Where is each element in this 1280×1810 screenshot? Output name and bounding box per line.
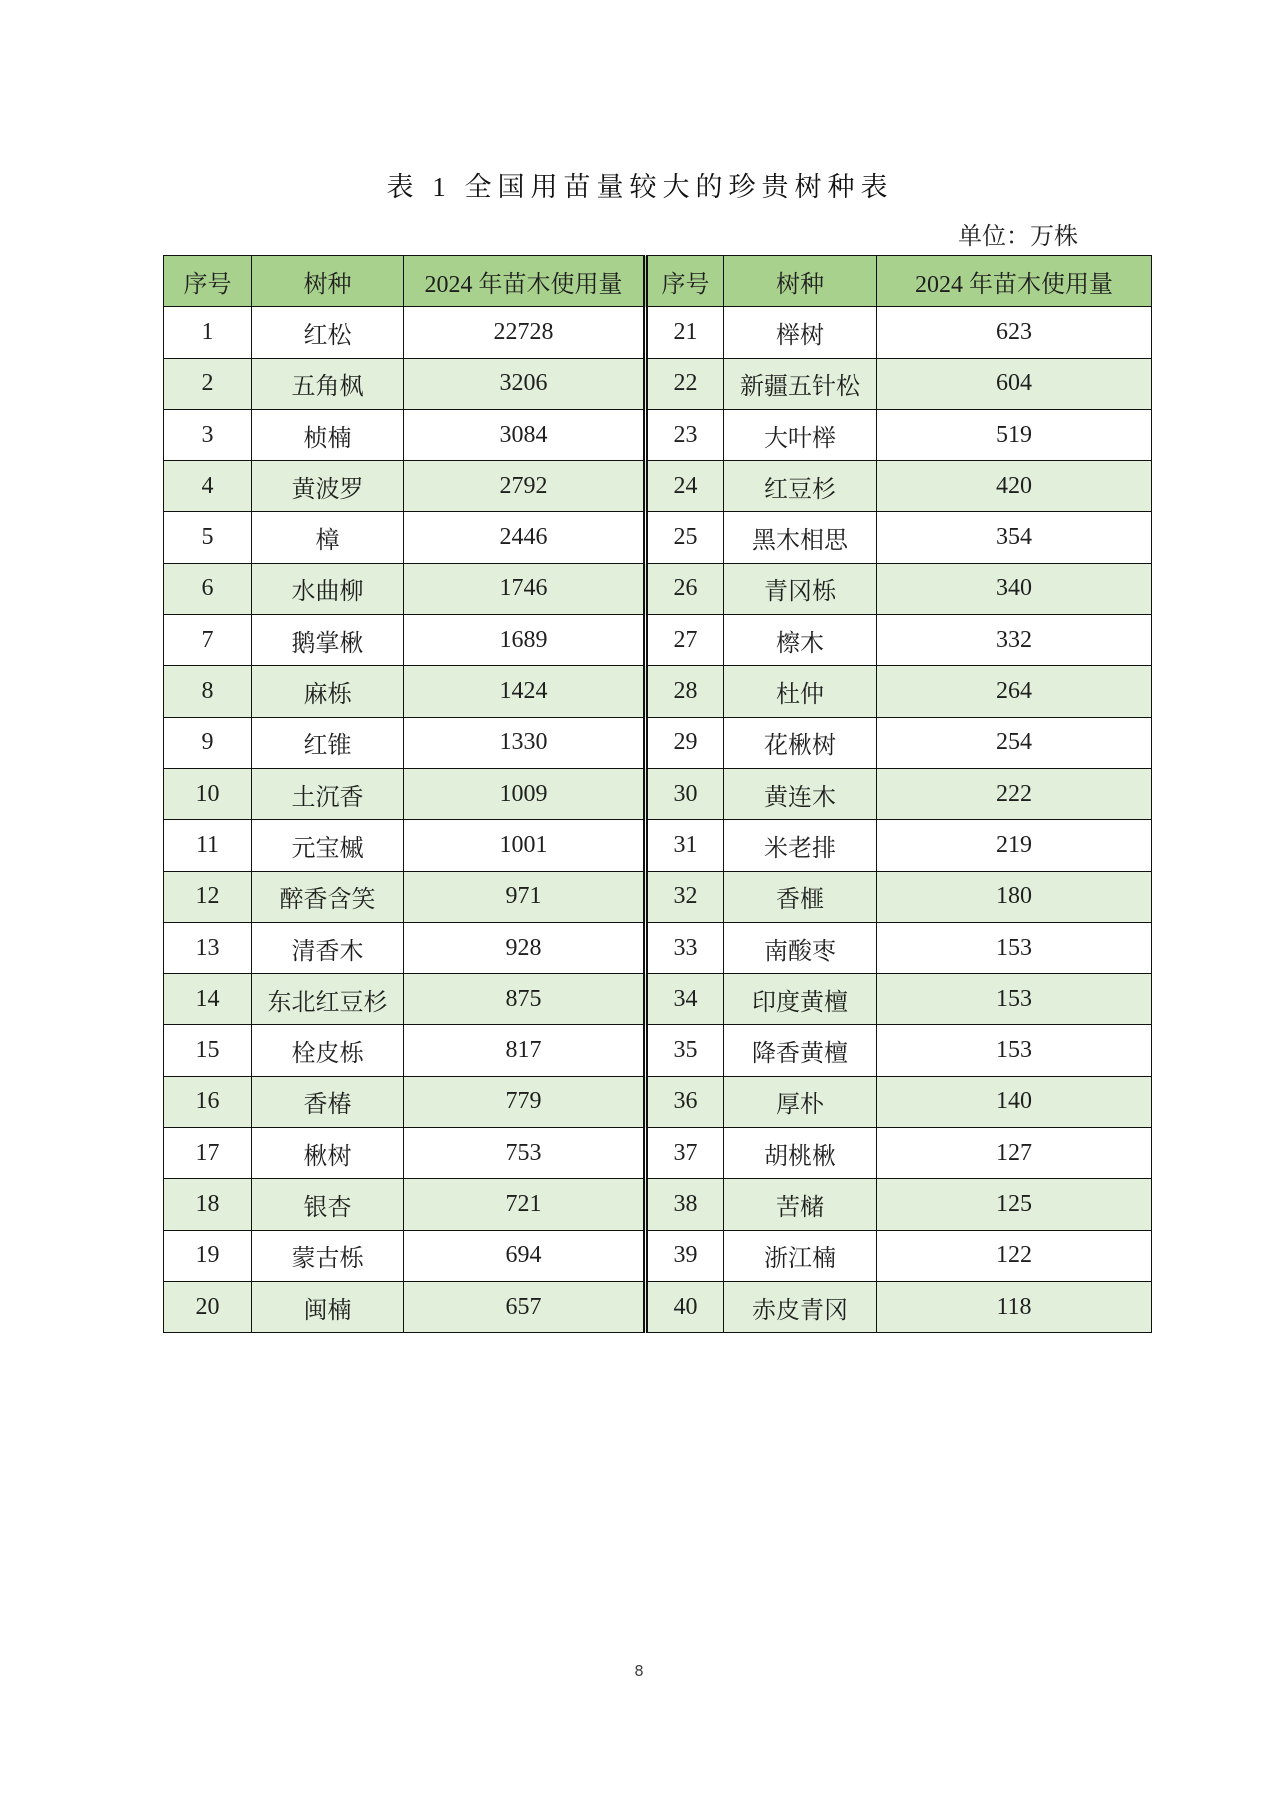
row-number: 17 [164,1128,252,1179]
seedling-quantity: 1330 [404,717,646,768]
table-row [164,717,1152,768]
row-number: 16 [164,1076,252,1127]
row-number: 30 [646,768,724,819]
species-name: 南酸枣 [724,922,877,973]
seedling-quantity: 2446 [404,512,646,563]
seedling-quantity: 180 [877,871,1152,922]
seedling-quantity: 125 [877,1179,1152,1230]
seedling-quantity: 1689 [404,615,646,666]
seedling-quantity: 264 [877,666,1152,717]
species-name: 米老排 [724,820,877,871]
seedling-quantity: 817 [404,1025,646,1076]
table-row [164,1076,1152,1127]
species-name: 栓皮栎 [252,1025,404,1076]
species-name: 樟 [252,512,404,563]
table-row [164,1281,1152,1332]
species-name: 楸树 [252,1128,404,1179]
row-number: 9 [164,717,252,768]
row-number: 28 [646,666,724,717]
species-name: 黑木相思 [724,512,877,563]
row-number: 39 [646,1230,724,1281]
species-name: 黄波罗 [252,461,404,512]
seedling-quantity: 971 [404,871,646,922]
unit-label: 单位：万株 [958,224,1078,250]
table-row [164,615,1152,666]
table-row [164,820,1152,871]
row-number: 11 [164,820,252,871]
seedling-quantity: 657 [404,1281,646,1332]
seedling-quantity: 928 [404,922,646,973]
row-number: 14 [164,974,252,1025]
row-number: 20 [164,1281,252,1332]
row-number: 15 [164,1025,252,1076]
row-number: 10 [164,768,252,819]
species-name: 香榧 [724,871,877,922]
seedling-quantity: 118 [877,1281,1152,1332]
header-quantity: 2024 年苗木使用量 [404,256,646,307]
species-name: 厚朴 [724,1076,877,1127]
species-name: 桢楠 [252,409,404,460]
species-name: 香椿 [252,1076,404,1127]
species-name: 降香黄檀 [724,1025,877,1076]
seedling-quantity: 219 [877,820,1152,871]
seedling-quantity: 604 [877,358,1152,409]
table-row [164,358,1152,409]
table-row [164,871,1152,922]
seedling-quantity: 721 [404,1179,646,1230]
seedling-quantity: 694 [404,1230,646,1281]
species-name: 榉树 [724,307,877,358]
row-number: 24 [646,461,724,512]
row-number: 34 [646,974,724,1025]
seedling-quantity: 779 [404,1076,646,1127]
species-name: 元宝槭 [252,820,404,871]
species-name: 大叶榉 [724,409,877,460]
table-row [164,1128,1152,1179]
table-row [164,666,1152,717]
species-name: 杜仲 [724,666,877,717]
row-number: 7 [164,615,252,666]
row-number: 5 [164,512,252,563]
species-name: 五角枫 [252,358,404,409]
seedling-quantity: 340 [877,563,1152,614]
seedling-quantity: 153 [877,974,1152,1025]
row-number: 35 [646,1025,724,1076]
seedling-quantity: 3084 [404,409,646,460]
row-number: 12 [164,871,252,922]
seedling-quantity: 3206 [404,358,646,409]
species-name: 麻栎 [252,666,404,717]
row-number: 18 [164,1179,252,1230]
row-number: 25 [646,512,724,563]
table-row [164,1025,1152,1076]
row-number: 22 [646,358,724,409]
species-name: 土沉香 [252,768,404,819]
seedling-quantity: 519 [877,409,1152,460]
header-species: 树种 [252,256,404,307]
row-number: 21 [646,307,724,358]
row-number: 1 [164,307,252,358]
seedling-quantity: 1001 [404,820,646,871]
table-row [164,768,1152,819]
species-name: 花楸树 [724,717,877,768]
row-number: 29 [646,717,724,768]
row-number: 19 [164,1230,252,1281]
seedling-quantity: 1746 [404,563,646,614]
row-number: 40 [646,1281,724,1332]
seedling-quantity: 753 [404,1128,646,1179]
table-body [164,307,1152,1333]
header-no: 序号 [646,256,724,307]
row-number: 38 [646,1179,724,1230]
row-number: 8 [164,666,252,717]
row-number: 37 [646,1128,724,1179]
seedling-quantity: 254 [877,717,1152,768]
species-name: 红锥 [252,717,404,768]
seedling-quantity: 332 [877,615,1152,666]
page-number: 8 [634,1662,644,1680]
species-name: 东北红豆杉 [252,974,404,1025]
species-name: 胡桃楸 [724,1128,877,1179]
seedling-quantity: 127 [877,1128,1152,1179]
row-number: 32 [646,871,724,922]
table-row [164,307,1152,358]
table-row [164,461,1152,512]
species-name: 青冈栎 [724,563,877,614]
species-name: 浙江楠 [724,1230,877,1281]
table-row [164,1179,1152,1230]
seedling-quantity: 354 [877,512,1152,563]
table-row [164,512,1152,563]
seedling-quantity: 1009 [404,768,646,819]
table-row [164,563,1152,614]
row-number: 6 [164,563,252,614]
species-name: 蒙古栎 [252,1230,404,1281]
species-name: 清香木 [252,922,404,973]
species-name: 红豆杉 [724,461,877,512]
row-number: 3 [164,409,252,460]
header-species: 树种 [724,256,877,307]
table-row [164,922,1152,973]
row-number: 27 [646,615,724,666]
header-no: 序号 [164,256,252,307]
seedling-quantity: 875 [404,974,646,1025]
seedling-quantity: 153 [877,922,1152,973]
header-quantity: 2024 年苗木使用量 [877,256,1152,307]
row-number: 26 [646,563,724,614]
row-number: 23 [646,409,724,460]
row-number: 2 [164,358,252,409]
species-name: 赤皮青冈 [724,1281,877,1332]
species-table [163,255,1152,1333]
seedling-quantity: 623 [877,307,1152,358]
table-title: 表 1 全国用苗量较大的珍贵树种表 [386,172,894,202]
table-row [164,974,1152,1025]
table-header-row [164,256,1152,307]
species-name: 红松 [252,307,404,358]
row-number: 4 [164,461,252,512]
species-name: 闽楠 [252,1281,404,1332]
seedling-quantity: 1424 [404,666,646,717]
species-name: 鹅掌楸 [252,615,404,666]
species-name: 黄连木 [724,768,877,819]
seedling-quantity: 22728 [404,307,646,358]
species-name: 银杏 [252,1179,404,1230]
table-row [164,1230,1152,1281]
species-name: 醉香含笑 [252,871,404,922]
row-number: 13 [164,922,252,973]
seedling-quantity: 140 [877,1076,1152,1127]
row-number: 36 [646,1076,724,1127]
table-row [164,409,1152,460]
row-number: 31 [646,820,724,871]
seedling-quantity: 2792 [404,461,646,512]
seedling-quantity: 222 [877,768,1152,819]
seedling-quantity: 420 [877,461,1152,512]
seedling-quantity: 122 [877,1230,1152,1281]
row-number: 33 [646,922,724,973]
species-name: 印度黄檀 [724,974,877,1025]
species-name: 水曲柳 [252,563,404,614]
species-name: 苦槠 [724,1179,877,1230]
species-name: 檫木 [724,615,877,666]
seedling-quantity: 153 [877,1025,1152,1076]
species-name: 新疆五针松 [724,358,877,409]
